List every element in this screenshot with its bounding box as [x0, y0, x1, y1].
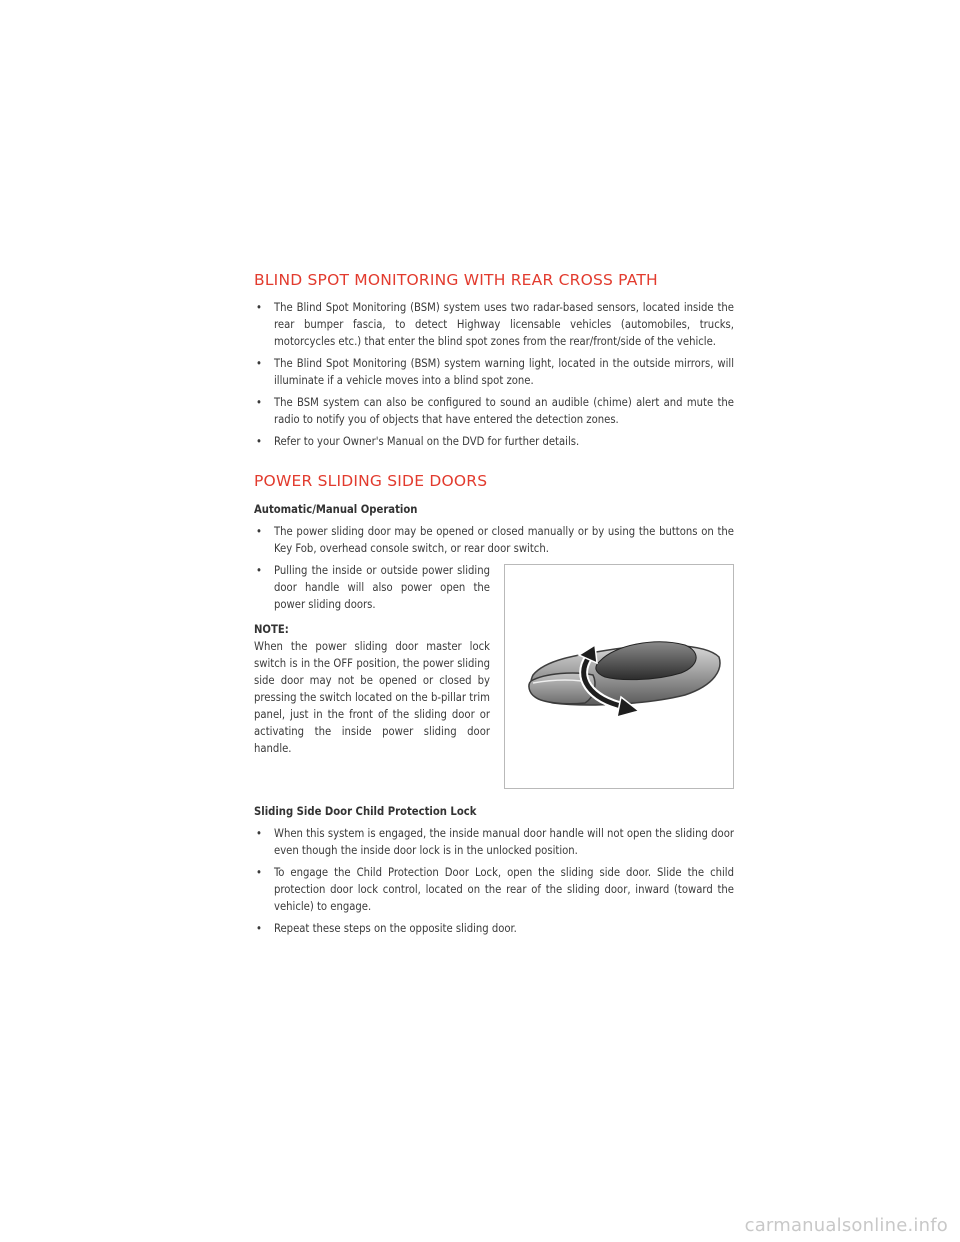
- list-item: • To engage the Child Protection Door Lock, open the sliding side door. Slide the child protection door lock control, located on the rear of the sliding door, inward (toward the vehicle) to engage.: [254, 864, 734, 915]
- manual-page: [254, 270, 734, 942]
- list-item: • Refer to your Owner's Manual on the DVD for further details.: [254, 433, 734, 450]
- watermark: carmanualsonline.info: [744, 1215, 948, 1236]
- section-title-blind-spot: BLIND SPOT MONITORING WITH REAR CROSS PATH: [254, 271, 658, 289]
- note-label: NOTE:: [254, 623, 289, 636]
- section-title-power-sliding-doors: POWER SLIDING SIDE DOORS: [254, 472, 488, 490]
- list-item: • The BSM system can also be configured to sound an audible (chime) alert and mute the radio to notify you of objects that have entered the detection zones.: [254, 394, 734, 428]
- note-text: When the power sliding door master lock switch is in the OFF position, the power sliding side door may not be opened or closed by pressing the switch located on the b-pillar trim panel, just in the front of the sliding door or activating the inside power sliding door handle.: [254, 640, 490, 755]
- door-handle-illustration: [505, 565, 735, 790]
- subhead-automatic-manual: Automatic/Manual Operation: [254, 503, 418, 516]
- subhead-child-protection: Sliding Side Door Child Protection Lock: [254, 805, 477, 818]
- bsm-bullet-list: [254, 299, 734, 450]
- list-item: • Pulling the inside or outside power sliding door handle will also power open the power sliding doors.: [254, 562, 490, 613]
- list-item: • The power sliding door may be opened or closed manually or by using the buttons on the Key Fob, overhead console switch, or rear door switch.: [254, 523, 734, 557]
- list-item: • When this system is engaged, the inside manual door handle will not open the sliding door even though the inside door lock is in the unlocked position.: [254, 825, 734, 859]
- door-handle-figure: [504, 564, 734, 789]
- list-item: • Repeat these steps on the opposite sliding door.: [254, 920, 734, 937]
- child-lock-bullet-list: [254, 825, 734, 937]
- psd-bullet-list: [254, 523, 734, 557]
- list-item: • The Blind Spot Monitoring (BSM) system warning light, located in the outside mirrors, will illuminate if a vehicle moves into a blind spot zone.: [254, 355, 734, 389]
- list-item: • The Blind Spot Monitoring (BSM) system uses two radar-based sensors, located inside the rear bumper fascia, to detect Highway licensable vehicles (automobiles, trucks, motorcycles etc.) that enter the blind spot zones from the rear/front/side of the vehicle.: [254, 299, 734, 350]
